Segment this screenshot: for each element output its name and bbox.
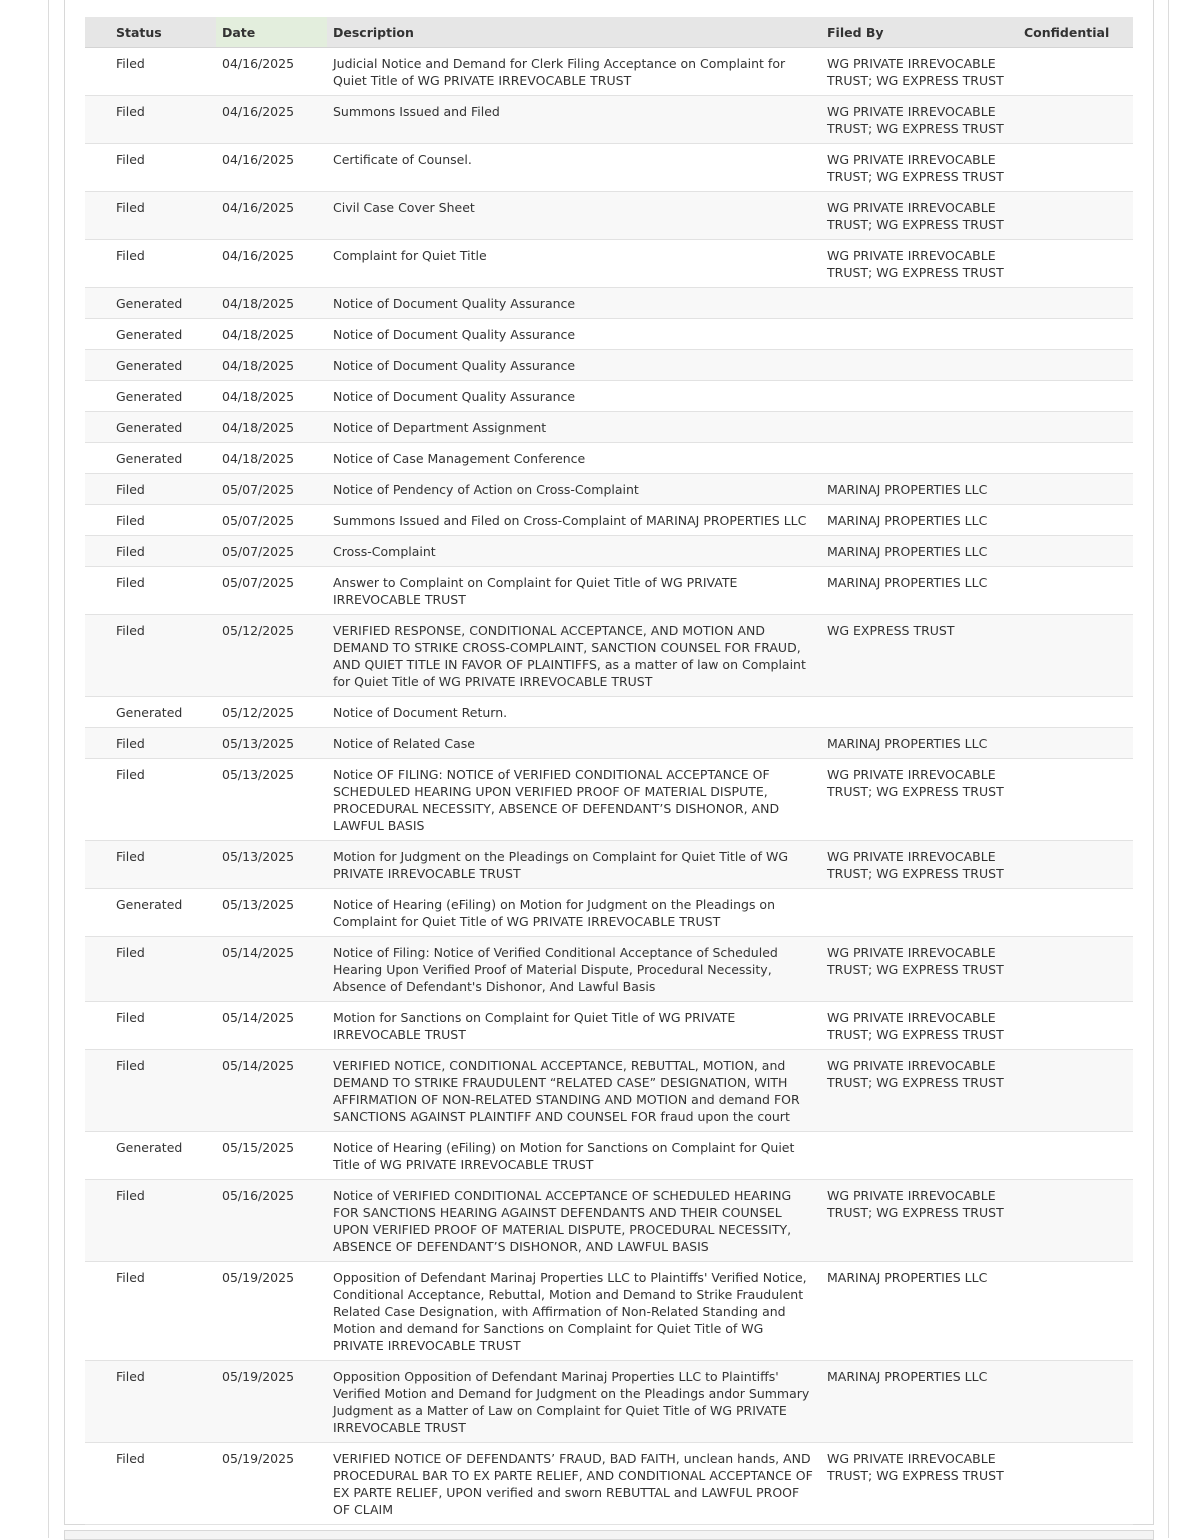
- cell-status: Filed: [85, 937, 216, 1002]
- cell-status: Filed: [85, 1002, 216, 1050]
- table-row[interactable]: [85, 1050, 1133, 1132]
- table-row[interactable]: [85, 567, 1133, 615]
- cell-description: Notice of Hearing (eFiling) on Motion for Sanctions on Complaint for Quiet Title of WG PRIVATE IRREVOCABLE TRUST: [327, 1132, 821, 1180]
- cell-confidential: [1018, 96, 1133, 144]
- cell-status: Filed: [85, 505, 216, 536]
- cell-confidential: [1018, 1443, 1133, 1525]
- table-row[interactable]: [85, 381, 1133, 412]
- cell-filed-by: MARINAJ PROPERTIES LLC: [821, 1361, 1018, 1443]
- cell-description: Notice of Document Quality Assurance: [327, 381, 821, 412]
- cell-date: 05/07/2025: [216, 505, 327, 536]
- cell-status: Filed: [85, 1050, 216, 1132]
- cell-description: Notice of VERIFIED CONDITIONAL ACCEPTANCE OF SCHEDULED HEARING FOR SANCTIONS HEARING AGAINST DEFENDANTS AND THEIR COUNSEL UPON VERIFIED PROOF OF MATERIAL DISPUTE, PROCEDURAL NECESSITY, ABSENCE OF DEFENDANT’S DISHONOR, AND LAWFUL BASIS: [327, 1180, 821, 1262]
- case-documents-table: [85, 17, 1133, 1525]
- cell-filed-by: WG PRIVATE IRREVOCABLE TRUST; WG EXPRESS TRUST: [821, 841, 1018, 889]
- cell-confidential: [1018, 443, 1133, 474]
- cell-description: VERIFIED NOTICE, CONDITIONAL ACCEPTANCE, REBUTTAL, MOTION, and DEMAND TO STRIKE FRAUDULENT “RELATED CASE” DESIGNATION, WITH AFFIRMATION OF NON-RELATED STANDING AND MOTION and demand FOR SANCTIONS AGAINST PLAINTIFF AND COUNSEL FOR fraud upon the court: [327, 1050, 821, 1132]
- cell-description: Notice OF FILING: NOTICE of VERIFIED CONDITIONAL ACCEPTANCE OF SCHEDULED HEARING UPON VERIFIED PROOF OF MATERIAL DISPUTE, PROCEDURAL NECESSITY, ABSENCE OF DEFENDANT’S DISHONOR, AND LAWFUL BASIS: [327, 759, 821, 841]
- cell-status: Filed: [85, 240, 216, 288]
- cell-confidential: [1018, 240, 1133, 288]
- cell-status: Generated: [85, 350, 216, 381]
- cell-date: 05/13/2025: [216, 889, 327, 937]
- cell-filed-by: [821, 381, 1018, 412]
- cell-filed-by: MARINAJ PROPERTIES LLC: [821, 728, 1018, 759]
- cell-confidential: [1018, 1002, 1133, 1050]
- cell-description: Certificate of Counsel.: [327, 144, 821, 192]
- table-body: [85, 48, 1133, 1525]
- table-row[interactable]: [85, 474, 1133, 505]
- cell-confidential: [1018, 567, 1133, 615]
- cell-confidential: [1018, 1050, 1133, 1132]
- cell-filed-by: [821, 1132, 1018, 1180]
- cell-filed-by: WG PRIVATE IRREVOCABLE TRUST; WG EXPRESS TRUST: [821, 192, 1018, 240]
- column-header-status[interactable]: Status: [85, 17, 216, 48]
- cell-date: 05/16/2025: [216, 1180, 327, 1262]
- cell-confidential: [1018, 1180, 1133, 1262]
- cell-filed-by: WG PRIVATE IRREVOCABLE TRUST; WG EXPRESS TRUST: [821, 1002, 1018, 1050]
- cell-description: Judicial Notice and Demand for Clerk Filing Acceptance on Complaint for Quiet Title of WG PRIVATE IRREVOCABLE TRUST: [327, 48, 821, 96]
- cell-description: Notice of Document Return.: [327, 697, 821, 728]
- cell-date: 05/19/2025: [216, 1361, 327, 1443]
- cell-confidential: [1018, 192, 1133, 240]
- cell-filed-by: WG EXPRESS TRUST: [821, 615, 1018, 697]
- table-row[interactable]: [85, 728, 1133, 759]
- table-row[interactable]: [85, 350, 1133, 381]
- cell-status: Filed: [85, 567, 216, 615]
- table-row[interactable]: [85, 443, 1133, 474]
- cell-filed-by: WG PRIVATE IRREVOCABLE TRUST; WG EXPRESS TRUST: [821, 96, 1018, 144]
- cell-confidential: [1018, 474, 1133, 505]
- cell-confidential: [1018, 144, 1133, 192]
- table-row[interactable]: [85, 96, 1133, 144]
- cell-status: Generated: [85, 412, 216, 443]
- cell-date: 05/07/2025: [216, 567, 327, 615]
- cell-filed-by: MARINAJ PROPERTIES LLC: [821, 567, 1018, 615]
- cell-confidential: [1018, 319, 1133, 350]
- table-row[interactable]: [85, 1361, 1133, 1443]
- table-row[interactable]: [85, 697, 1133, 728]
- cell-description: Civil Case Cover Sheet: [327, 192, 821, 240]
- table-row[interactable]: [85, 288, 1133, 319]
- table-row[interactable]: [85, 505, 1133, 536]
- cell-date: 05/19/2025: [216, 1262, 327, 1361]
- cell-confidential: [1018, 381, 1133, 412]
- cell-date: 04/18/2025: [216, 443, 327, 474]
- cell-confidential: [1018, 505, 1133, 536]
- cell-date: 04/18/2025: [216, 350, 327, 381]
- cell-status: Filed: [85, 1443, 216, 1525]
- cell-status: Generated: [85, 443, 216, 474]
- table-header-row: [85, 17, 1133, 48]
- cell-filed-by: WG PRIVATE IRREVOCABLE TRUST; WG EXPRESS TRUST: [821, 1443, 1018, 1525]
- cell-status: Generated: [85, 288, 216, 319]
- table-row[interactable]: [85, 48, 1133, 96]
- cell-confidential: [1018, 697, 1133, 728]
- cell-filed-by: [821, 697, 1018, 728]
- cell-description: Cross-Complaint: [327, 536, 821, 567]
- cell-description: Complaint for Quiet Title: [327, 240, 821, 288]
- cell-date: 05/14/2025: [216, 1002, 327, 1050]
- cell-confidential: [1018, 841, 1133, 889]
- cell-date: 05/13/2025: [216, 759, 327, 841]
- cell-description: Notice of Pendency of Action on Cross-Complaint: [327, 474, 821, 505]
- cell-date: 05/13/2025: [216, 841, 327, 889]
- cell-description: Notice of Case Management Conference: [327, 443, 821, 474]
- cell-filed-by: [821, 288, 1018, 319]
- table-row[interactable]: [85, 841, 1133, 889]
- cell-filed-by: [821, 443, 1018, 474]
- cell-status: Filed: [85, 728, 216, 759]
- cell-confidential: [1018, 759, 1133, 841]
- cell-status: Filed: [85, 474, 216, 505]
- cell-description: Summons Issued and Filed on Cross-Complaint of MARINAJ PROPERTIES LLC: [327, 505, 821, 536]
- cell-filed-by: WG PRIVATE IRREVOCABLE TRUST; WG EXPRESS TRUST: [821, 1050, 1018, 1132]
- cell-date: 05/15/2025: [216, 1132, 327, 1180]
- cell-date: 04/18/2025: [216, 381, 327, 412]
- table-row[interactable]: [85, 615, 1133, 697]
- table-row[interactable]: [85, 1132, 1133, 1180]
- cell-status: Generated: [85, 319, 216, 350]
- column-header-date[interactable]: Date: [216, 17, 327, 48]
- column-header-confidential[interactable]: Confidential: [1018, 17, 1133, 48]
- cell-status: Generated: [85, 889, 216, 937]
- cell-date: 05/12/2025: [216, 615, 327, 697]
- cell-date: 05/14/2025: [216, 1050, 327, 1132]
- cell-description: Notice of Related Case: [327, 728, 821, 759]
- cell-status: Filed: [85, 96, 216, 144]
- cell-status: Generated: [85, 1132, 216, 1180]
- cell-date: 05/07/2025: [216, 474, 327, 505]
- table-row[interactable]: [85, 536, 1133, 567]
- cell-filed-by: WG PRIVATE IRREVOCABLE TRUST; WG EXPRESS TRUST: [821, 240, 1018, 288]
- table-row[interactable]: [85, 240, 1133, 288]
- cell-confidential: [1018, 728, 1133, 759]
- table-row[interactable]: [85, 192, 1133, 240]
- cell-status: Filed: [85, 144, 216, 192]
- cell-date: 04/16/2025: [216, 192, 327, 240]
- cell-status: Filed: [85, 536, 216, 567]
- cell-filed-by: WG PRIVATE IRREVOCABLE TRUST; WG EXPRESS TRUST: [821, 144, 1018, 192]
- cell-filed-by: WG PRIVATE IRREVOCABLE TRUST; WG EXPRESS TRUST: [821, 1180, 1018, 1262]
- cell-status: Filed: [85, 192, 216, 240]
- cell-confidential: [1018, 350, 1133, 381]
- cell-date: 04/16/2025: [216, 240, 327, 288]
- cell-filed-by: [821, 889, 1018, 937]
- cell-date: 04/18/2025: [216, 319, 327, 350]
- cell-status: Filed: [85, 759, 216, 841]
- cell-description: Notice of Hearing (eFiling) on Motion for Judgment on the Pleadings on Complaint for Quiet Title of WG PRIVATE IRREVOCABLE TRUST: [327, 889, 821, 937]
- cell-filed-by: MARINAJ PROPERTIES LLC: [821, 474, 1018, 505]
- cell-date: 05/12/2025: [216, 697, 327, 728]
- cell-status: Filed: [85, 1361, 216, 1443]
- cell-date: 05/14/2025: [216, 937, 327, 1002]
- cell-status: Filed: [85, 841, 216, 889]
- table-row[interactable]: [85, 1180, 1133, 1262]
- cell-description: Notice of Document Quality Assurance: [327, 288, 821, 319]
- cell-filed-by: MARINAJ PROPERTIES LLC: [821, 536, 1018, 567]
- cell-date: 04/16/2025: [216, 48, 327, 96]
- cell-status: Filed: [85, 48, 216, 96]
- cell-date: 05/13/2025: [216, 728, 327, 759]
- table-row[interactable]: [85, 937, 1133, 1002]
- cell-confidential: [1018, 536, 1133, 567]
- cell-date: 05/07/2025: [216, 536, 327, 567]
- next-section-panel: [64, 1530, 1154, 1540]
- cell-filed-by: [821, 319, 1018, 350]
- table-row[interactable]: [85, 1443, 1133, 1525]
- cell-filed-by: MARINAJ PROPERTIES LLC: [821, 505, 1018, 536]
- table-row[interactable]: [85, 319, 1133, 350]
- table-row[interactable]: [85, 412, 1133, 443]
- cell-confidential: [1018, 412, 1133, 443]
- cell-confidential: [1018, 1132, 1133, 1180]
- cell-status: Filed: [85, 1180, 216, 1262]
- cell-description: Summons Issued and Filed: [327, 96, 821, 144]
- cell-filed-by: [821, 350, 1018, 381]
- cell-description: Opposition of Defendant Marinaj Properties LLC to Plaintiffs' Verified Notice, Conditional Acceptance, Rebuttal, Motion and Demand to Strike Fraudulent Related Case Designation, with Affirmation of Non-Related Standing and Motion and demand for Sanctions on Complaint for Quiet Title of WG PRIVATE IRREVOCABLE TRUST: [327, 1262, 821, 1361]
- cell-description: Motion for Sanctions on Complaint for Quiet Title of WG PRIVATE IRREVOCABLE TRUST: [327, 1002, 821, 1050]
- cell-filed-by: WG PRIVATE IRREVOCABLE TRUST; WG EXPRESS TRUST: [821, 759, 1018, 841]
- cell-description: Opposition Opposition of Defendant Marinaj Properties LLC to Plaintiffs' Verified Motion and Demand for Judgment on the Pleadings andor Summary Judgment as a Matter of Law on Complaint for Quiet Title of WG PRIVATE IRREVOCABLE TRUST: [327, 1361, 821, 1443]
- cell-confidential: [1018, 1262, 1133, 1361]
- cell-date: 04/18/2025: [216, 288, 327, 319]
- table-row[interactable]: [85, 1002, 1133, 1050]
- cell-status: Generated: [85, 697, 216, 728]
- cell-confidential: [1018, 48, 1133, 96]
- cell-description: Notice of Department Assignment: [327, 412, 821, 443]
- column-header-description[interactable]: Description: [327, 17, 821, 48]
- cell-confidential: [1018, 288, 1133, 319]
- cell-confidential: [1018, 937, 1133, 1002]
- cell-date: 04/18/2025: [216, 412, 327, 443]
- table-row[interactable]: [85, 144, 1133, 192]
- cell-date: 05/19/2025: [216, 1443, 327, 1525]
- column-header-filed-by[interactable]: Filed By: [821, 17, 1018, 48]
- table-row[interactable]: [85, 889, 1133, 937]
- cell-filed-by: WG PRIVATE IRREVOCABLE TRUST; WG EXPRESS TRUST: [821, 48, 1018, 96]
- table-row[interactable]: [85, 1262, 1133, 1361]
- cell-description: Notice of Filing: Notice of Verified Conditional Acceptance of Scheduled Hearing Upon Verified Proof of Material Dispute, Procedural Necessity, Absence of Defendant's Dishonor, And Lawful Basis: [327, 937, 821, 1002]
- cell-confidential: [1018, 615, 1133, 697]
- cell-status: Generated: [85, 381, 216, 412]
- cell-filed-by: WG PRIVATE IRREVOCABLE TRUST; WG EXPRESS TRUST: [821, 937, 1018, 1002]
- cell-description: Notice of Document Quality Assurance: [327, 350, 821, 381]
- cell-confidential: [1018, 1361, 1133, 1443]
- table-row[interactable]: [85, 759, 1133, 841]
- cell-status: Filed: [85, 615, 216, 697]
- cell-confidential: [1018, 889, 1133, 937]
- cell-date: 04/16/2025: [216, 96, 327, 144]
- cell-filed-by: [821, 412, 1018, 443]
- cell-status: Filed: [85, 1262, 216, 1361]
- cell-description: Notice of Document Quality Assurance: [327, 319, 821, 350]
- cell-description: Answer to Complaint on Complaint for Quiet Title of WG PRIVATE IRREVOCABLE TRUST: [327, 567, 821, 615]
- cell-description: Motion for Judgment on the Pleadings on Complaint for Quiet Title of WG PRIVATE IRREVOCABLE TRUST: [327, 841, 821, 889]
- cell-description: VERIFIED RESPONSE, CONDITIONAL ACCEPTANCE, AND MOTION AND DEMAND TO STRIKE CROSS-COMPLAINT, SANCTION COUNSEL FOR FRAUD, AND QUIET TITLE IN FAVOR OF PLAINTIFFS, as a matter of law on Complaint for Quiet Title of WG PRIVATE IRREVOCABLE TRUST: [327, 615, 821, 697]
- cell-filed-by: MARINAJ PROPERTIES LLC: [821, 1262, 1018, 1361]
- cell-date: 04/16/2025: [216, 144, 327, 192]
- cell-description: VERIFIED NOTICE OF DEFENDANTS’ FRAUD, BAD FAITH, unclean hands, AND PROCEDURAL BAR TO EX PARTE RELIEF, AND CONDITIONAL ACCEPTANCE OF EX PARTE RELIEF, UPON verified and sworn REBUTTAL and LAWFUL PROOF OF CLAIM: [327, 1443, 821, 1525]
